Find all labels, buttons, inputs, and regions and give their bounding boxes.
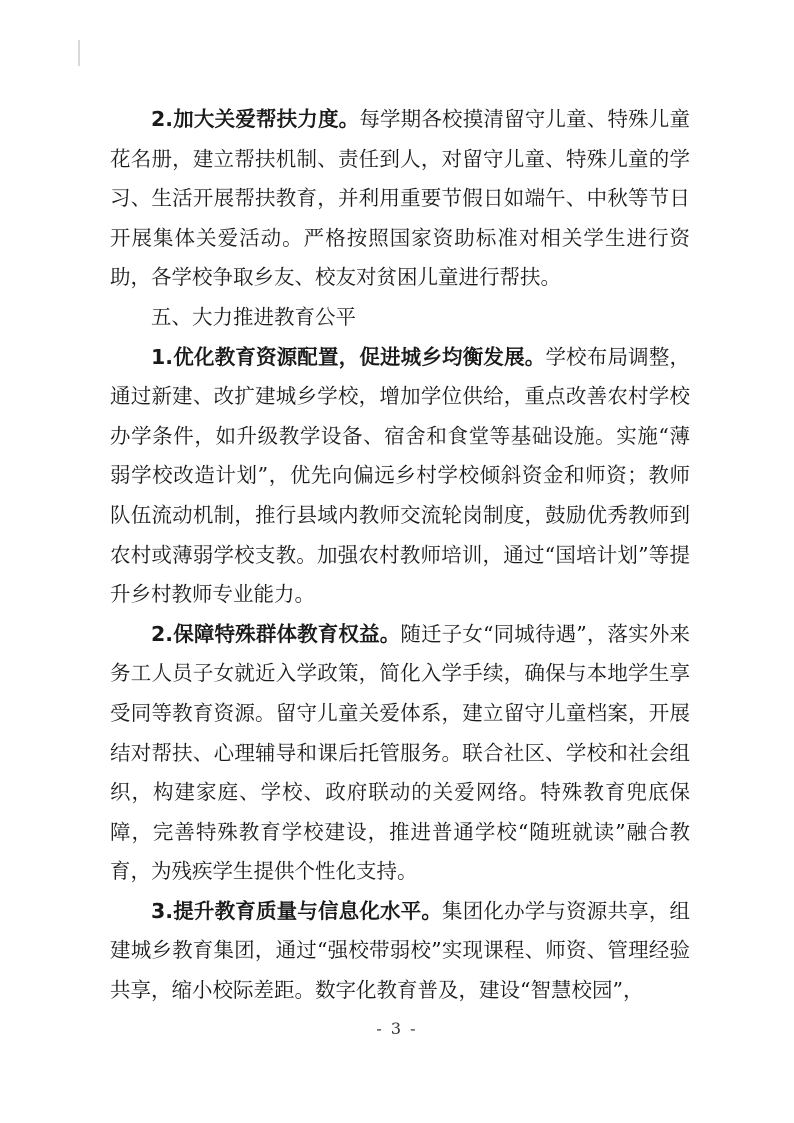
paragraph-lead: 2.保障特殊群体教育权益。: [151, 621, 401, 646]
paragraph-lead: 2.加大关爱帮扶力度。: [151, 107, 360, 131]
paragraph-lead: 3.提升教育质量与信息化水平。: [151, 898, 443, 923]
document-body: [110, 100, 690, 1011]
paragraph-quality-informatization: [110, 892, 690, 1011]
paragraph-text: 学校布局调整，通过新建、改扩建城乡学校，增加学位供给，重点改善农村学校办学条件，如升级教学设备、宿舍和食堂等基础设施。实施“薄弱学校改造计划”，优先向偏远乡村学校倾斜资金和师资；教师队伍流动机制，推行县域内教师交流轮岗制度，鼓励优秀教师到农村或薄弱学校支教。加强农村教师培训，通过“国培计划”等提升乡村教师专业能力。: [110, 344, 691, 607]
paragraph-lead: 1.优化教育资源配置，促进城乡均衡发展。: [151, 344, 546, 369]
paragraph-special-groups: [110, 615, 690, 892]
page-number: - 3 -: [376, 1019, 418, 1038]
paragraph-resource-allocation: [110, 338, 690, 615]
paragraph-text: 集团化办学与资源共享，组建城乡教育集团，通过“强校带弱校”实现课程、师资、管理经验共享，缩小校际差距。数字化教育普及，建设“智慧校园”，: [110, 898, 690, 1003]
section-heading: 五、大力推进教育公平: [151, 304, 356, 329]
scan-edge-mark: [78, 40, 80, 66]
paragraph-text: 随迁子女“同城待遇”，落实外来务工人员子女就近入学政策，简化入学手续，确保与本地学生享受同等教育资源。留守儿童关爱体系，建立留守儿童档案，开展结对帮扶、心理辅导和课后托管服务。联合社区、学校和社会组织，构建家庭、学校、政府联动的关爱网络。特殊教育兜底保障，完善特殊教育学校建设，推进普通学校“随班就读”融合教育，为残疾学生提供个性化支持。: [110, 621, 690, 884]
paragraph-care-support: [110, 100, 690, 298]
paragraph-text: 每学期各校摸清留守儿童、特殊儿童花名册，建立帮扶机制、责任到人，对留守儿童、特殊儿童的学习、生活开展帮扶教育，并利用重要节假日如端午、中秋等节日开展集体关爱活动。严格按照国家资助标准对相关学生进行资助，各学校争取乡友、校友对贫困儿童进行帮扶。: [110, 107, 690, 290]
